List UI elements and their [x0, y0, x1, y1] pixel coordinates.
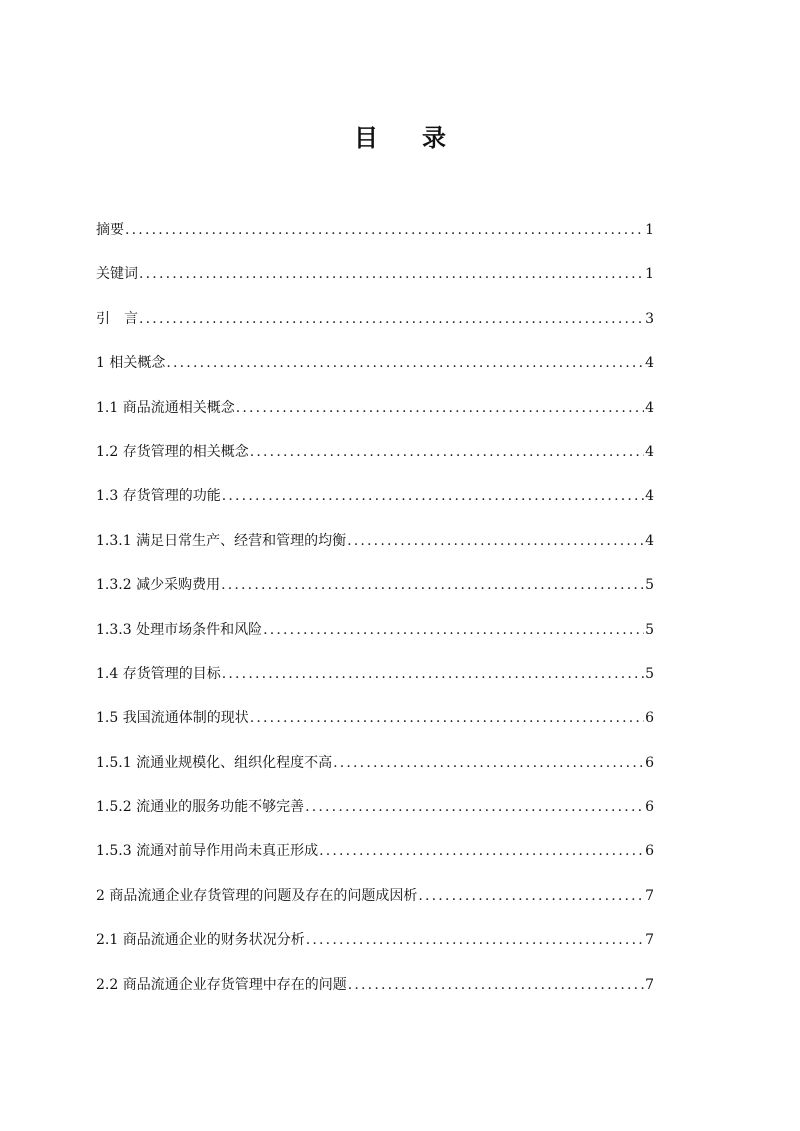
toc-entry-page-number: 6 [645, 710, 654, 727]
toc-dot-leader [236, 398, 644, 418]
toc-entry-label: 2.1 商品流通企业的财务状况分析 [96, 932, 305, 949]
toc-entry-page-number: 1 [645, 222, 654, 238]
toc-entry[interactable] [96, 220, 654, 264]
toc-entry-page-number: 7 [645, 887, 654, 904]
toc-dot-leader [250, 442, 644, 462]
toc-entry-page-number: 7 [645, 932, 654, 949]
toc-dot-leader [250, 708, 644, 728]
toc-entry[interactable] [96, 442, 654, 486]
toc-entry-page-number: 5 [645, 621, 654, 638]
page-title [0, 118, 800, 153]
toc-entry-label: 1.5.3 流通对前导作用尚未真正形成 [96, 843, 319, 860]
toc-dot-leader [139, 264, 644, 284]
toc-entry-page-number: 4 [645, 532, 654, 549]
toc-entry-label: 1.3.1 满足日常生产、经营和管理的均衡 [96, 532, 347, 549]
toc-entry-label: 引 言 [96, 310, 138, 327]
toc-entry-label: 1.5 我国流通体制的现状 [96, 710, 249, 727]
toc-entry-label: 2.2 商品流通企业存货管理中存在的问题 [96, 976, 347, 993]
toc-entry[interactable] [96, 620, 654, 664]
toc-entry[interactable] [96, 353, 654, 397]
toc-dot-leader [418, 886, 644, 906]
title-char-first: 目 [354, 123, 378, 152]
toc-entry-label: 关键词 [96, 266, 138, 283]
toc-entry-label: 1.4 存货管理的目标 [96, 665, 221, 682]
toc-entry-label: 摘要 [96, 222, 124, 238]
toc-entry-page-number: 5 [645, 577, 654, 594]
toc-entry-page-number: 6 [645, 799, 654, 816]
toc-entry-label: 2 商品流通企业存货管理的问题及存在的问题成因析 [96, 887, 418, 904]
toc-entry[interactable] [96, 975, 654, 1019]
table-of-contents [96, 220, 654, 1019]
toc-entry[interactable] [96, 753, 654, 797]
toc-entry-page-number: 1 [645, 266, 654, 283]
toc-entry-page-number: 4 [645, 443, 654, 460]
toc-entry[interactable] [96, 264, 654, 308]
toc-entry[interactable] [96, 708, 654, 752]
toc-entry-label: 1 相关概念 [96, 355, 166, 372]
toc-dot-leader [263, 620, 644, 640]
toc-dot-leader [306, 930, 644, 950]
toc-dot-leader [166, 353, 644, 373]
toc-entry-page-number: 4 [645, 399, 654, 416]
toc-entry[interactable] [96, 930, 654, 974]
toc-dot-leader [139, 309, 644, 329]
toc-dot-leader [305, 797, 644, 817]
toc-dot-leader [333, 753, 644, 773]
toc-entry[interactable] [96, 398, 654, 442]
title-char-second: 录 [422, 123, 446, 152]
toc-entry[interactable] [96, 486, 654, 530]
toc-entry-page-number: 4 [645, 355, 654, 372]
toc-entry[interactable] [96, 797, 654, 841]
toc-entry-label: 1.5.2 流通业的服务功能不够完善 [96, 799, 305, 816]
toc-entry-page-number: 4 [645, 488, 654, 505]
toc-dot-leader [221, 575, 644, 595]
toc-dot-leader [319, 841, 644, 861]
toc-entry[interactable] [96, 664, 654, 708]
toc-dot-leader [348, 975, 644, 995]
toc-entry-label: 1.2 存货管理的相关概念 [96, 443, 249, 460]
toc-dot-leader [222, 664, 644, 684]
toc-dot-leader [347, 531, 644, 551]
toc-entry-page-number: 5 [645, 665, 654, 682]
toc-entry-page-number: 6 [645, 843, 654, 860]
toc-entry-label: 1.3.2 减少采购费用 [96, 577, 221, 594]
toc-dot-leader [222, 486, 644, 506]
toc-entry[interactable] [96, 531, 654, 575]
toc-dot-leader [125, 220, 644, 240]
toc-entry-label: 1.5.1 流通业规模化、组织化程度不高 [96, 754, 333, 771]
toc-entry-page-number: 7 [645, 976, 654, 993]
toc-entry[interactable] [96, 575, 654, 619]
toc-entry[interactable] [96, 841, 654, 885]
toc-entry-label: 1.3.3 处理市场条件和风险 [96, 621, 263, 638]
toc-entry[interactable] [96, 309, 654, 353]
toc-entry-label: 1.3 存货管理的功能 [96, 488, 221, 505]
toc-entry[interactable] [96, 886, 654, 930]
toc-entry-label: 1.1 商品流通相关概念 [96, 399, 235, 416]
toc-entry-page-number: 3 [645, 310, 654, 327]
toc-entry-page-number: 6 [645, 754, 654, 771]
